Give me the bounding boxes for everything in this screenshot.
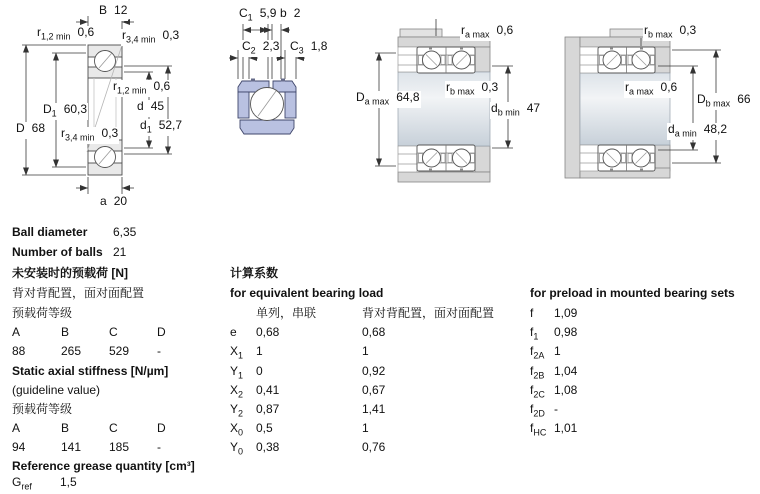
factor-symbol: $X_0$ (230, 421, 244, 438)
table-value-cell: 529 (109, 344, 130, 358)
ball-diameter-label: Ball diameter (12, 225, 88, 239)
factor-symbol: $Y_0$ (230, 440, 244, 457)
factor-value-paired: 0,76 (362, 440, 386, 454)
factor-value-single-tandem: 1 (256, 344, 263, 358)
table-header-cell: C (109, 325, 118, 339)
factor-value-paired: 0,92 (362, 364, 386, 378)
dim-label-B: B 12 (98, 4, 128, 21)
dim-label-C2: $C_2$ 2,3 (242, 39, 280, 56)
dim-label-b: b 2 (279, 7, 301, 24)
factor-symbol: $X_2$ (230, 383, 244, 400)
grease-value: 1,5 (60, 475, 77, 489)
factor-value-single-tandem: 0,87 (256, 402, 280, 416)
preload-class-label: 预载荷等级 (12, 306, 73, 320)
preload-factor-value: 1 (554, 344, 561, 358)
table-header-cell: A (12, 421, 21, 435)
dim-label-D1: $D_1$ 60,3 (43, 102, 88, 119)
factor-value-single-tandem: 0,41 (256, 383, 280, 397)
factor-value-paired: 1,41 (362, 402, 386, 416)
factor-symbol: $Y_2$ (230, 402, 244, 419)
preload-factor-symbol: $f_{2C}$ (530, 383, 545, 400)
preload-factor-value: 0,98 (554, 325, 578, 339)
grease-title: Reference grease quantity [cm³] (12, 459, 195, 473)
dim-label-d: d 45 (136, 100, 165, 117)
preload-factor-value: 1,09 (554, 306, 578, 320)
dim-label-da-min: $d_{a min}$ 48,2 (668, 122, 728, 139)
preload-unmounted-subtitle: 背对背配置，面对面配置 (12, 286, 145, 300)
dim-label-ra-max-3: $r_{a max}$ 0,6 (461, 23, 514, 40)
table-header-cell: B (61, 325, 70, 339)
dim-label-Db-max: $D_{b max}$ 66 (697, 92, 751, 109)
preload-factor-symbol: $f_{2B}$ (530, 364, 545, 381)
preload-factor-value: 1,01 (554, 421, 578, 435)
factor-value-single-tandem: 0,68 (256, 325, 280, 339)
preload-factor-value: - (554, 402, 558, 416)
dim-label-C1: $C_1$ 5,9 (239, 6, 277, 23)
preload-factor-symbol: f (530, 306, 534, 320)
dim-label-r34-top: $r_{3,4 min}$ 0,3 (122, 28, 180, 45)
preload-factors-title: for preload in mounted bearing sets (530, 286, 735, 300)
number-of-balls-value: 21 (113, 245, 127, 259)
factor-symbol: $X_1$ (230, 344, 244, 361)
table-value-cell: 94 (12, 440, 26, 454)
preload-factor-symbol: $f_1$ (530, 325, 539, 342)
preload-factor-symbol: $f_{2A}$ (530, 344, 545, 361)
calc-factors-subtitle: for equivalent bearing load (230, 286, 384, 300)
dim-label-Da-max: $D_{a max}$ 64,8 (356, 90, 420, 107)
drawing-ring-land-detail (229, 20, 305, 134)
dim-label-r12-top: $r_{1,2 min}$ 0,6 (37, 25, 95, 42)
factor-value-paired: 0,67 (362, 383, 386, 397)
dim-label-D: D 68 (15, 122, 46, 139)
table-value-cell: 141 (61, 440, 82, 454)
dim-label-r12-right: $r_{1,2 min}$ 0,6 (113, 79, 171, 96)
dim-label-rb-max-4: $r_{b max}$ 0,3 (644, 23, 697, 40)
table-value-cell: - (157, 344, 161, 358)
table-header-cell: D (157, 325, 166, 339)
stiffness-class-label: 预载荷等级 (12, 402, 73, 416)
dim-label-rb-max-3: $r_{b max}$ 0,3 (446, 80, 499, 97)
calc-col2-header: 背对背配置，面对面配置 (362, 306, 495, 320)
factor-value-single-tandem: 0,5 (256, 421, 273, 435)
dim-label-C3: $C_3$ 1,8 (290, 39, 328, 56)
stiffness-title: Static axial stiffness [N/µm] (12, 364, 169, 378)
preload-factor-symbol: $f_{HC}$ (530, 421, 547, 438)
dim-label-r34-left: $r_{3,4 min}$ 0,3 (61, 126, 119, 143)
preload-factor-value: 1,04 (554, 364, 578, 378)
factor-value-paired: 1 (362, 421, 369, 435)
calc-col1-header: 单列，串联 (256, 306, 317, 320)
factor-symbol: e (230, 325, 237, 339)
factor-value-paired: 1 (362, 344, 369, 358)
factor-value-single-tandem: 0 (256, 364, 263, 378)
factor-value-single-tandem: 0,38 (256, 440, 280, 454)
factor-value-paired: 0,68 (362, 325, 386, 339)
table-header-cell: B (61, 421, 70, 435)
dim-label-ra-max-4: $r_{a max}$ 0,6 (625, 80, 678, 97)
dim-label-a: a 20 (99, 195, 128, 212)
table-header-cell: A (12, 325, 21, 339)
stiffness-subtitle: (guideline value) (12, 383, 101, 397)
preload-factor-symbol: $f_{2D}$ (530, 402, 545, 419)
table-header-cell: C (109, 421, 118, 435)
dim-label-db-min: $d_{b min}$ 47 (491, 101, 541, 118)
table-value-cell: 265 (61, 344, 82, 358)
grease-symbol: $G_{ref}$ (12, 475, 32, 492)
ball-diameter-value: 6,35 (113, 225, 137, 239)
factor-symbol: $Y_1$ (230, 364, 244, 381)
preload-unmounted-title: 未安装时的预载荷 [N] (12, 266, 128, 280)
preload-factor-value: 1,08 (554, 383, 578, 397)
table-header-cell: D (157, 421, 166, 435)
calc-factors-title: 计算系数 (230, 266, 279, 280)
dim-label-d1: $d_1$ 52,7 (140, 118, 183, 135)
table-value-cell: 88 (12, 344, 26, 358)
table-value-cell: - (157, 440, 161, 454)
table-value-cell: 185 (109, 440, 130, 454)
number-of-balls-label: Number of balls (12, 245, 103, 259)
